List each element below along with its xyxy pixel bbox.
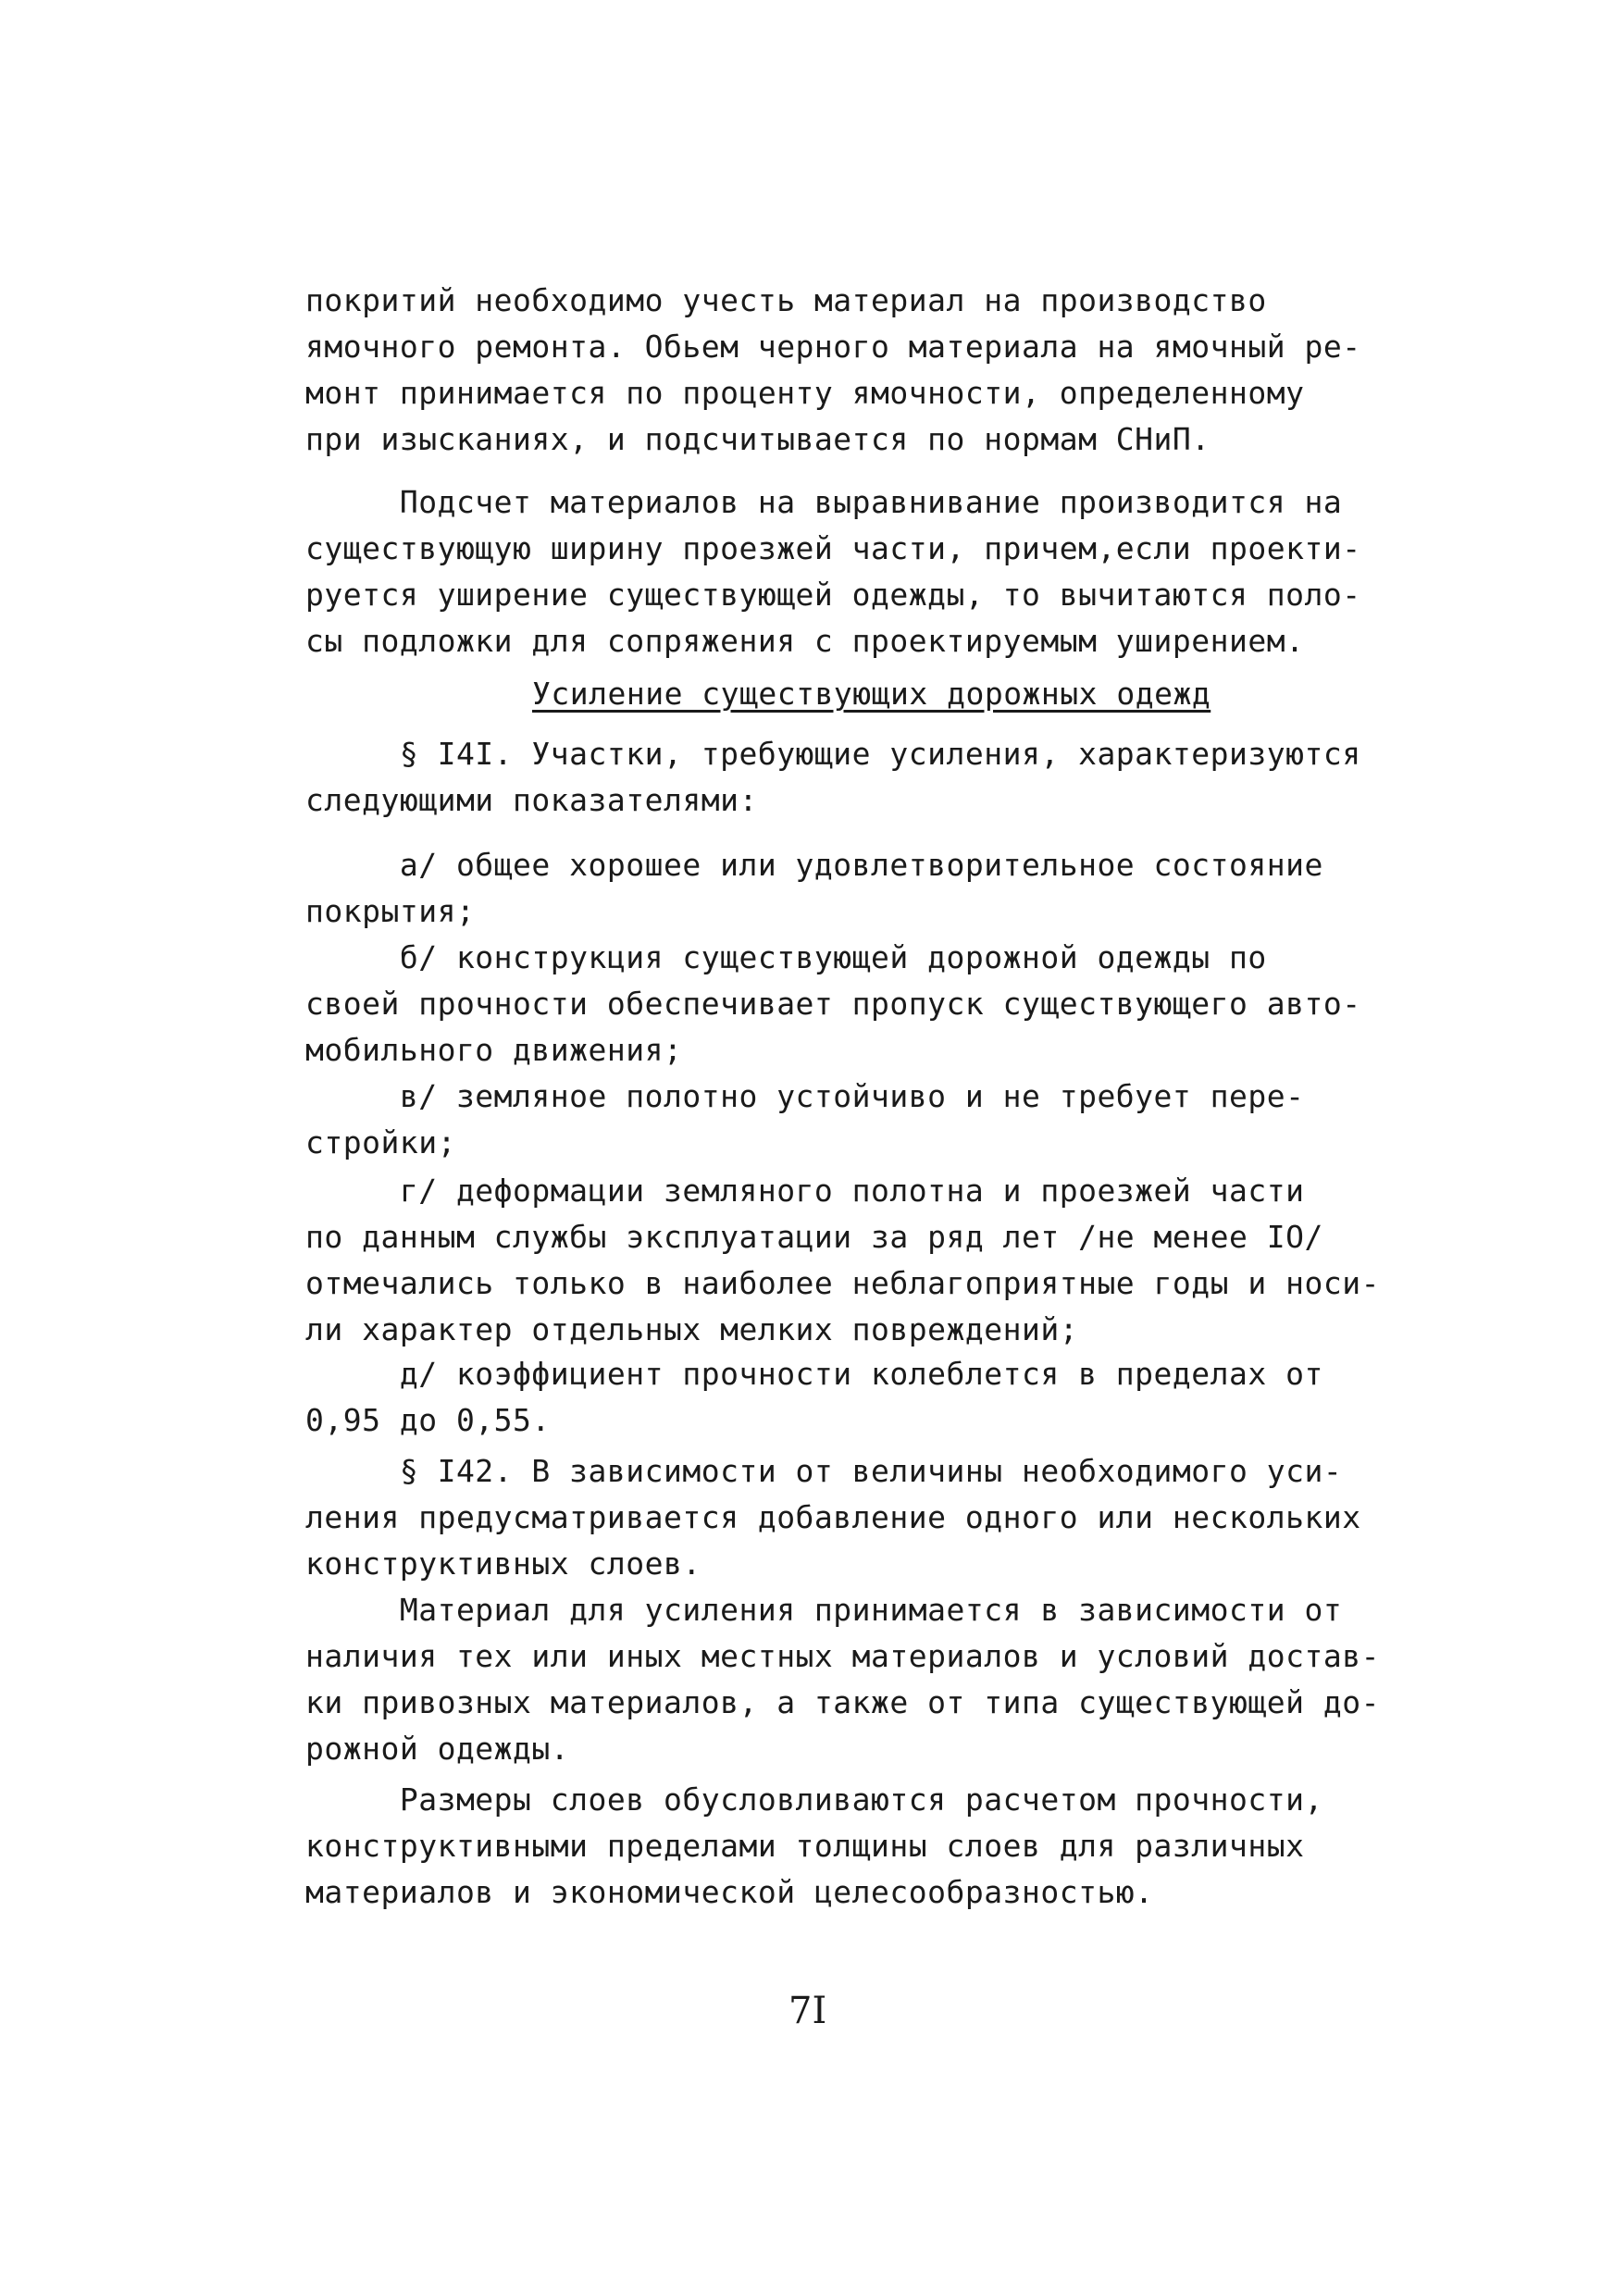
paragraph-leveling-materials: Подсчет материалов на выравнивание производится на существующую ширину проезжей части, причем,если проекти- руется уширение существующей одежды, то вычитаются поло- сы подложки для сопряжения с проектируемым уширением. <box>305 484 1361 659</box>
paragraph-reinforcement-material: Материал для усиления принимается в зависимости от наличия тех или иных местных материалов и условий достав- ки привозных материалов, а также от типа существующей до- рожной одежды. <box>305 1592 1380 1767</box>
list-item-g: г/ деформации земляного полотна и проезжей части по данным службы эксплуатации за ряд лет /не менее IO/ отмечались только в наиболее неблагоприятные годы и носи- ли характер отдельных мелких повреждений; <box>305 1173 1380 1347</box>
paragraph-section-142: § I42. В зависимости от величины необходимого уси- ления предусматривается добавление одного или нескольких конструктивных слоев. <box>305 1453 1361 1582</box>
list-item-v: в/ земляное полотно устойчиво и не требует пере- стройки; <box>305 1078 1305 1160</box>
list-item-d: д/ коэффициент прочности колеблется в пределах от 0,95 до 0,55. <box>305 1356 1323 1438</box>
paragraph-pothole-repair: покритий необходимо учесть материал на производство ямочного ремонта. Обьем черного материала на ямочный ре- монт принимается по проценту ямочности, определенному при изысканиях, и подсчитывается по нормам СНиП. <box>305 282 1361 457</box>
list-item-a: а/ общее хорошее или удовлетворительное состояние покрытия; <box>305 847 1323 929</box>
list-item-b: б/ конструкция существующей дорожной одежды по своей прочности обеспечивает пропуск существующего авто- мобильного движения; <box>305 939 1361 1068</box>
paragraph-section-141: § I4I. Участки, требующие усиления, характеризуются следующими показателями: <box>305 736 1361 818</box>
page-number: 7I <box>788 1990 827 2032</box>
section-heading: Усиление существующих дорожных одежд <box>532 676 1211 712</box>
paragraph-layer-sizes: Размеры слоев обусловливаются расчетом прочности, конструктивными пределами толщины слоев для различных материалов и экономической целесообразностью. <box>305 1781 1323 1910</box>
